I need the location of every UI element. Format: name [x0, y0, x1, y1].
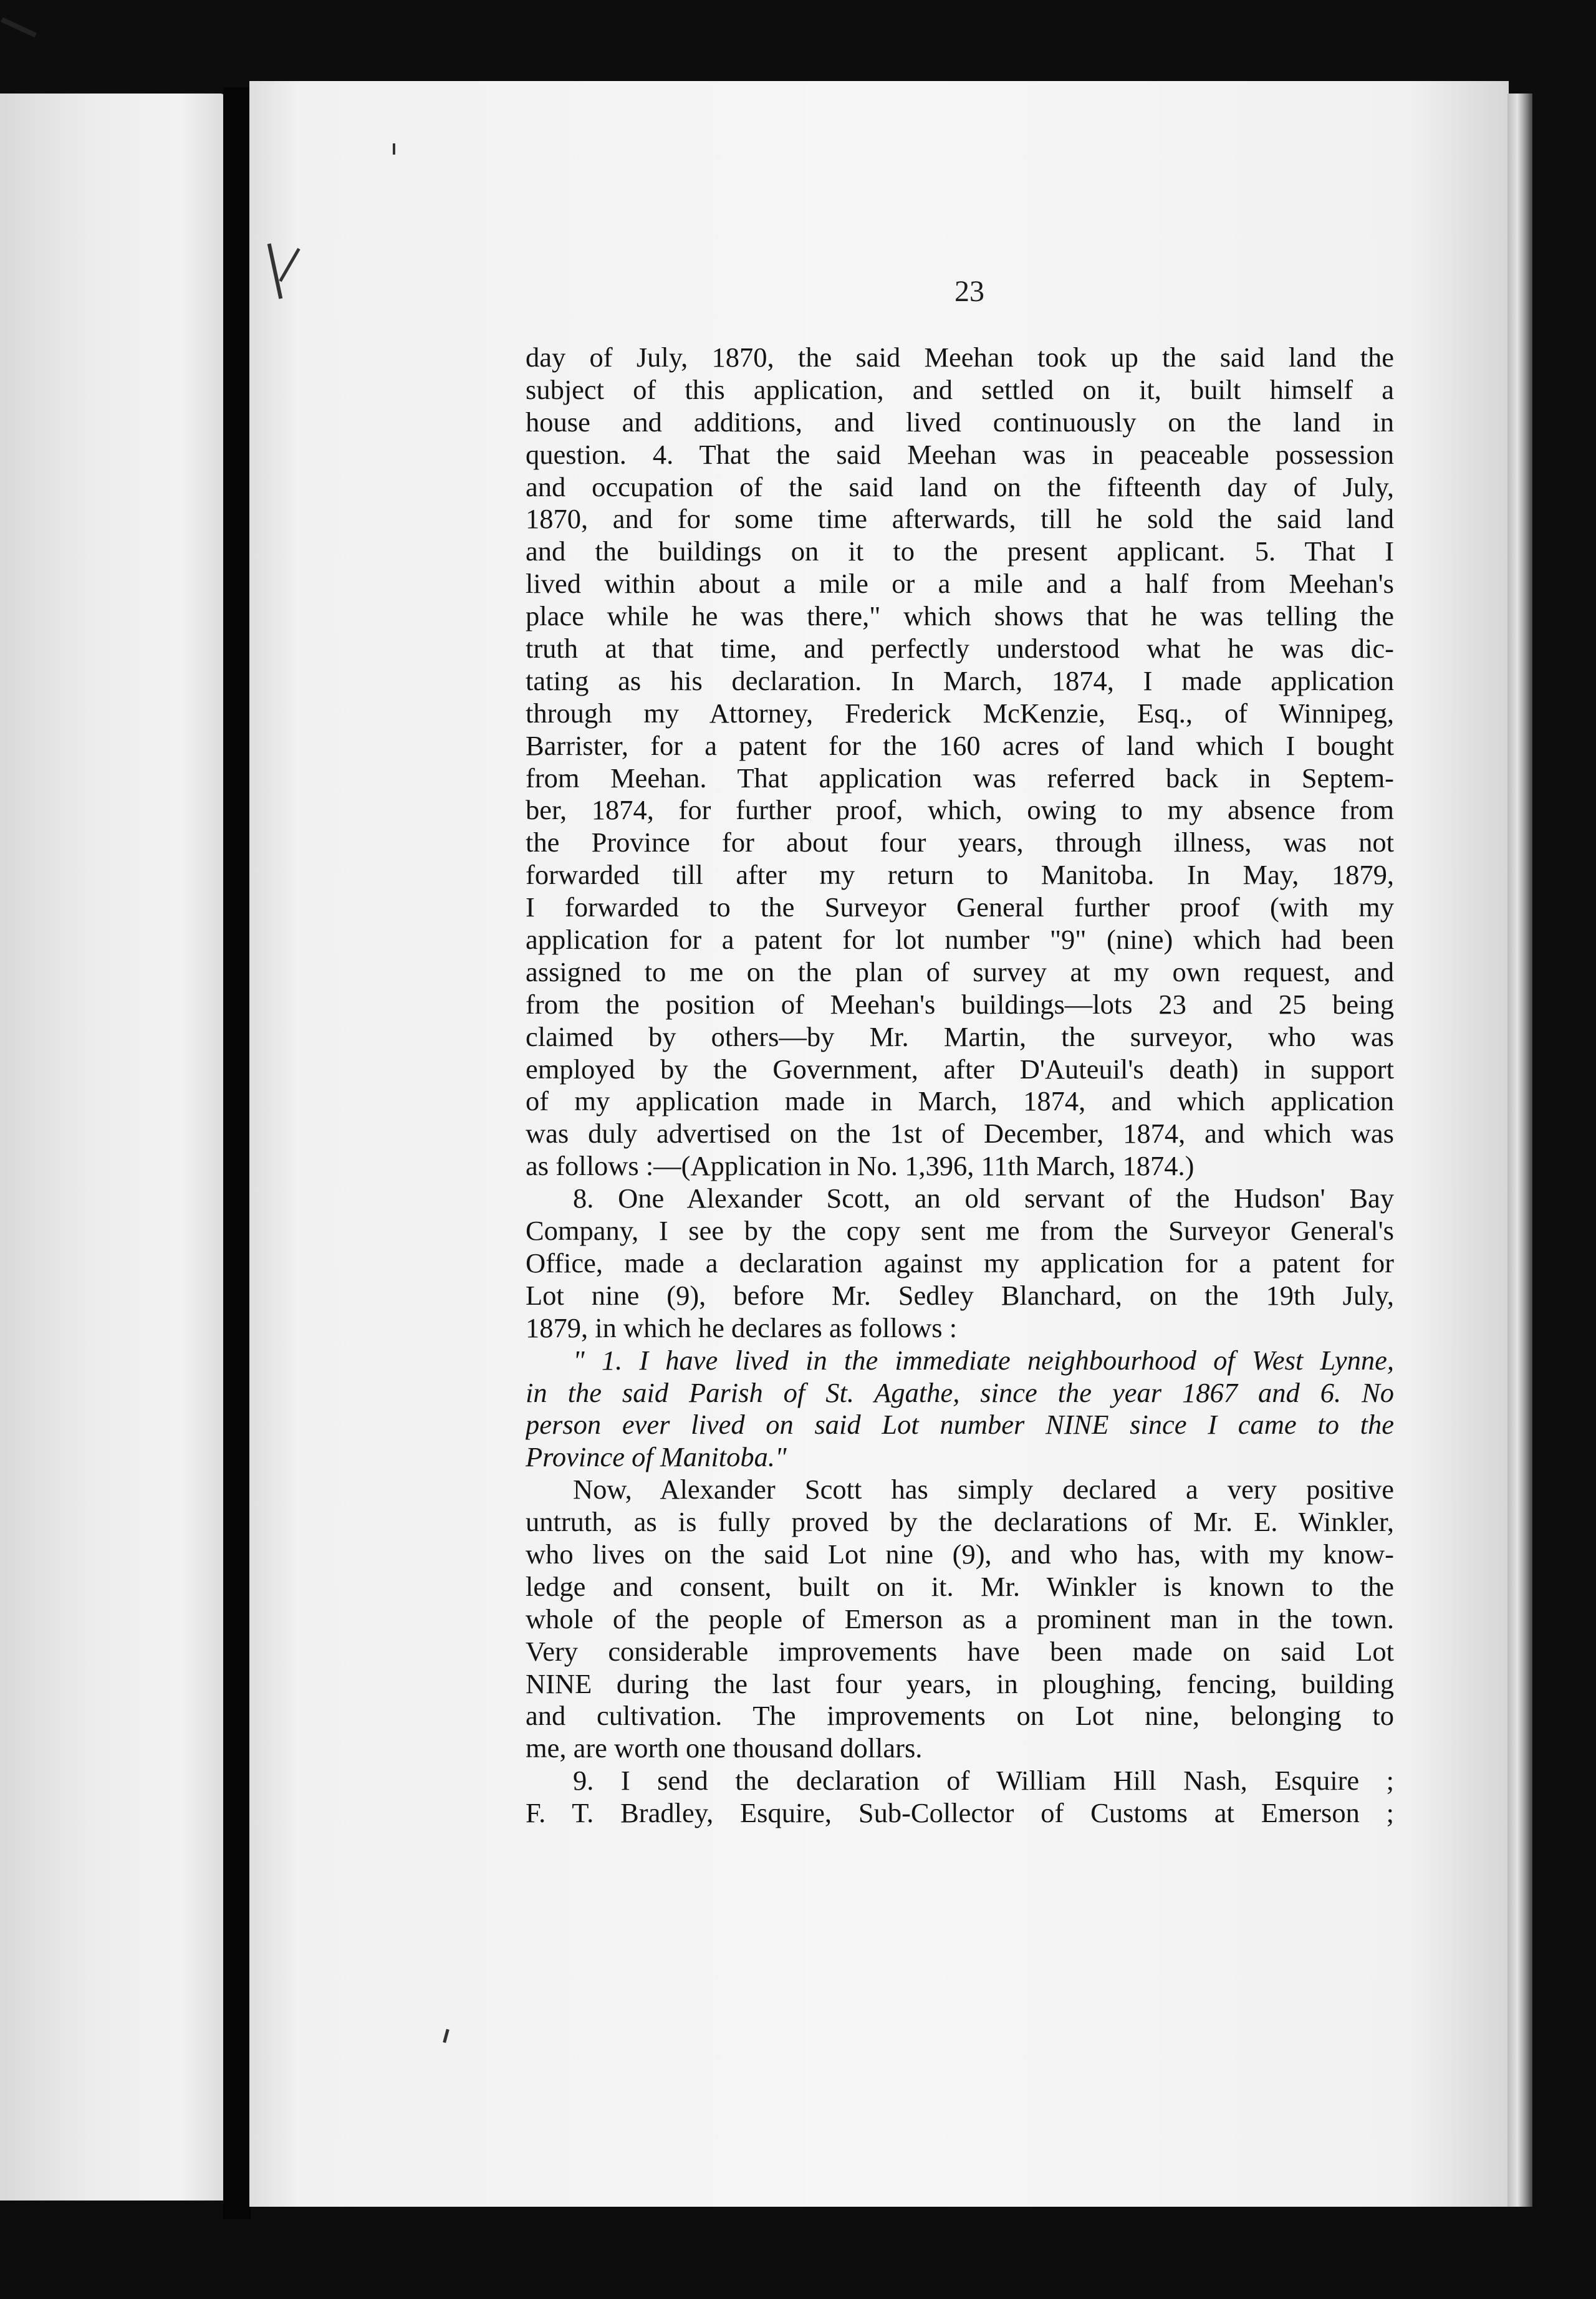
text-line: who lives on the said Lot nine (9), and who has, with my know- [526, 1538, 1394, 1570]
text-line: employed by the Government, after D'Auteuil's death) in support [526, 1053, 1394, 1085]
page-edge [1507, 94, 1532, 2207]
text-line: house and additions, and lived continuously on the land in [526, 406, 1394, 438]
quoted-declaration [526, 1345, 1394, 1474]
text-line: person ever lived on said Lot number NINE since I came to the [526, 1409, 1394, 1441]
text-line: and occupation of the said land on the fifteenth day of July, [526, 471, 1394, 502]
text-line: application for a patent for lot number "9" (nine) which had been [526, 924, 1394, 956]
text-line: Company, I see by the copy sent me from the Surveyor General's [526, 1215, 1394, 1247]
text-line: and the buildings on it to the present applicant. 5. That I [526, 535, 1394, 567]
text-line: assigned to me on the plan of survey at my own request, and [526, 956, 1394, 987]
text-line: ledge and consent, built on it. Mr. Winkler is known to the [526, 1570, 1394, 1602]
text-line: 1879, in which he declares as follows : [526, 1312, 958, 1343]
text-line: lived within about a mile or a mile and a half from Meehan's [526, 568, 1394, 600]
text-line: F. T. Bradley, Esquire, Sub-Collector of Customs at Emerson ; [526, 1797, 1394, 1829]
text-line: Province of Manitoba." [526, 1441, 787, 1473]
text-line: question. 4. That the said Meehan was in peaceable possession [526, 438, 1394, 470]
text-line: 8. One Alexander Scott, an old servant of the Hudson' Bay [573, 1183, 1394, 1214]
text-line: ber, 1874, for further proof, which, owing to my absence from [526, 794, 1394, 826]
text-line: me, are worth one thousand dollars. [526, 1732, 923, 1764]
text-line: claimed by others—by Mr. Martin, the surveyor, who was [526, 1020, 1394, 1052]
page-number: 23 [954, 275, 984, 308]
text-line: in the said Parish of St. Agathe, since the year 1867 and 6. No [526, 1376, 1394, 1408]
body-paragraphs [526, 342, 1394, 1345]
book-binding [223, 87, 251, 2219]
text-line: from the position of Meehan's buildings—lots 23 and 25 being [526, 988, 1394, 1020]
text-line: as follows :—(Application in No. 1,396, 11th March, 1874.) [526, 1150, 1195, 1182]
text-line: whole of the people of Emerson as a prominent man in the town. [526, 1603, 1394, 1634]
text-line: Very considerable improvements have been made on said Lot [526, 1635, 1394, 1667]
text-line: I forwarded to the Surveyor General further proof (with my [526, 891, 1394, 923]
text-line: Now, Alexander Scott has simply declared a very positive [573, 1474, 1394, 1505]
text-line: NINE during the last four years, in ploughing, fencing, building [526, 1668, 1394, 1699]
scan-corner-mark [1, 17, 37, 38]
body-paragraphs-continued [526, 1474, 1394, 1830]
page-speck [393, 143, 395, 155]
text-line: truth at that time, and perfectly understood what he was dic- [526, 633, 1394, 665]
text-line: was duly advertised on the 1st of December, 1874, and which was [526, 1118, 1394, 1150]
text-line: forwarded till after my return to Manitoba. In May, 1879, [526, 859, 1394, 891]
text-line: Lot nine (9), before Mr. Sedley Blanchard, on the 19th July, [526, 1279, 1394, 1311]
text-line: through my Attorney, Frederick McKenzie, Esq., of Winnipeg, [526, 697, 1394, 729]
text-line: of my application made in March, 1874, and which application [526, 1085, 1394, 1117]
text-line: " 1. I have lived in the immediate neighbourhood of West Lynne, [573, 1344, 1394, 1376]
text-line: day of July, 1870, the said Meehan took up the said land the [526, 342, 1394, 373]
text-line: untruth, as is fully proved by the declarations of Mr. E. Winkler, [526, 1506, 1394, 1538]
text-line: the Province for about four years, through illness, was not [526, 827, 1394, 858]
text-line: tating as his declaration. In March, 1874, I made application [526, 665, 1394, 696]
text-line: subject of this application, and settled on it, built himself a [526, 373, 1394, 405]
text-line: Barrister, for a patent for the 160 acres of land which I bought [526, 729, 1394, 761]
text-line: place while he was there," which shows that he was telling the [526, 600, 1394, 632]
body-text [526, 342, 1394, 1830]
text-line: and cultivation. The improvements on Lot nine, belonging to [526, 1700, 1394, 1732]
text-line: 1870, and for some time afterwards, till he sold the said land [526, 503, 1394, 535]
text-line: from Meehan. That application was referred back in Septem- [526, 762, 1394, 794]
text-line: 9. I send the declaration of William Hill Nash, Esquire ; [573, 1765, 1394, 1797]
left-page [0, 94, 224, 2201]
text-line: Office, made a declaration against my application for a patent for [526, 1247, 1394, 1279]
